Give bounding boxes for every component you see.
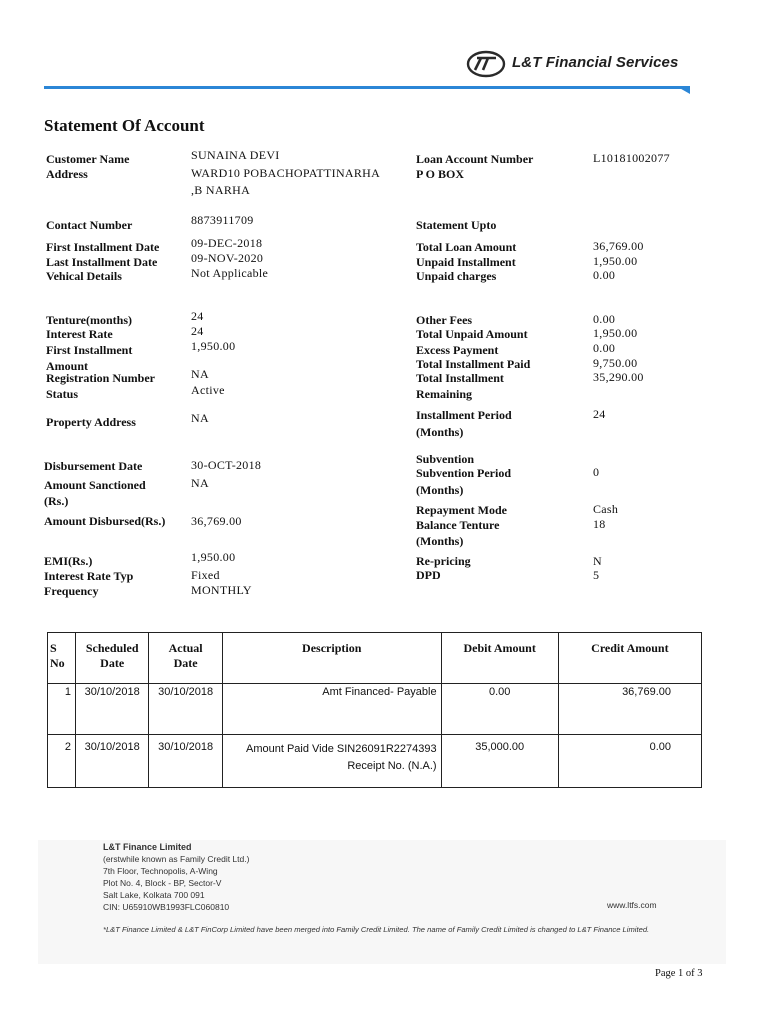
total-installment-paid-value: 9,750.00 (593, 356, 638, 370)
header-scheduled-1: Scheduled (85, 641, 139, 655)
repayment-mode-value: Cash (593, 502, 619, 516)
property-address-value: NA (191, 411, 209, 425)
frequency-label: Frequency (44, 584, 99, 598)
first-installment-amount-value: 1,950.00 (191, 339, 236, 353)
emi-value: 1,950.00 (191, 550, 236, 564)
footer-note: *L&T Finance Limited & L&T FinCorp Limited have been merged into Family Credit Limited. The name of Family Credit Limited is changed to L&T Finance Limited. (103, 925, 650, 934)
installment-period-value: 24 (593, 407, 606, 421)
tenture-value: 24 (191, 309, 204, 323)
address-label: Address (46, 167, 88, 181)
footer-line5: CIN: U65910WB1993FLC060810 (103, 902, 230, 912)
amount-disbursed-value: 36,769.00 (191, 514, 242, 528)
total-loan-label: Total Loan Amount (416, 240, 517, 254)
cell-description-line1: Amount Paid Vide SIN26091R2274393 (245, 743, 437, 755)
subvention-label: Subvention (416, 452, 475, 466)
total-installment-remaining-value: 35,290.00 (593, 370, 644, 384)
cell-scheduled: 30/10/2018 (75, 735, 148, 788)
tenture-label: Tenture(months) (46, 313, 133, 327)
interest-rate-value: 24 (191, 324, 204, 338)
unpaid-installment-value: 1,950.00 (593, 254, 638, 268)
disbursement-date-value: 30-OCT-2018 (191, 458, 262, 472)
footer-company: L&T Finance Limited (103, 842, 192, 852)
customer-name-label: Customer Name (46, 152, 130, 166)
loan-account-label: Loan Account Number (416, 152, 534, 166)
property-address-label: Property Address (46, 415, 136, 429)
header-credit: Credit Amount (558, 633, 701, 684)
cell-credit: 36,769.00 (558, 684, 701, 735)
installment-period-label-2: (Months) (416, 425, 464, 439)
footer-website[interactable]: www.ltfs.com (607, 900, 657, 910)
header-actual-date (149, 633, 222, 684)
total-unpaid-label: Total Unpaid Amount (416, 327, 528, 341)
interest-rate-label: Interest Rate (46, 327, 113, 341)
vehical-details-value: Not Applicable (191, 266, 269, 280)
lt-logo-icon (466, 50, 506, 83)
amount-sanctioned-label-2: (Rs.) (44, 494, 69, 508)
total-installment-remaining-label-1: Total Installment (416, 371, 504, 385)
unpaid-installment-label: Unpaid Installment (416, 255, 516, 269)
subvention-period-value: 0 (593, 465, 600, 479)
page-title: Statement Of Account (44, 116, 205, 135)
cell-description-line2: Receipt No. (N.A.) (347, 760, 437, 772)
excess-payment-label: Excess Payment (416, 343, 499, 357)
customer-name-value: SUNAINA DEVI (191, 148, 280, 162)
repricing-value: N (593, 554, 602, 568)
disbursement-date-label: Disbursement Date (44, 459, 143, 473)
contact-label: Contact Number (46, 218, 133, 232)
total-unpaid-value: 1,950.00 (593, 326, 638, 340)
amount-sanctioned-label-1: Amount Sanctioned (44, 478, 146, 492)
frequency-value: MONTHLY (191, 583, 252, 597)
cell-actual: 30/10/2018 (149, 735, 222, 788)
footer-line1: (erstwhile known as Family Credit Ltd.) (103, 854, 250, 864)
cell-description (222, 684, 441, 735)
loan-account-value: L10181002077 (593, 151, 670, 165)
first-installment-amount-label-2: Amount (46, 359, 89, 373)
last-installment-date-value: 09-NOV-2020 (191, 251, 264, 265)
vehical-details-label: Vehical Details (46, 269, 122, 283)
status-value: Active (191, 383, 225, 397)
address-line1: WARD10 POBACHOPATTINARHA (191, 166, 381, 180)
cell-debit: 0.00 (441, 684, 558, 735)
emi-label: EMI(Rs.) (44, 554, 93, 568)
interest-rate-type-value: Fixed (191, 568, 220, 582)
header-actual-2: Date (173, 656, 198, 670)
total-installment-remaining-label-2: Remaining (416, 387, 473, 401)
header-divider (44, 86, 690, 89)
balance-tenture-value: 18 (593, 517, 606, 531)
statement-upto-label: Statement Upto (416, 218, 497, 232)
brand-name: L&T Financial Services (512, 54, 679, 71)
installment-period-label-1: Installment Period (416, 408, 512, 422)
header-scheduled-date (75, 633, 148, 684)
repricing-label: Re-pricing (416, 554, 471, 568)
amount-disbursed-label: Amount Disbursed(Rs.) (44, 514, 166, 528)
footer-line3: Plot No. 4, Block - BP, Sector-V (103, 878, 222, 888)
registration-value: NA (191, 367, 209, 381)
transactions-table (47, 632, 702, 788)
status-label: Status (46, 387, 79, 401)
cell-credit: 0.00 (558, 735, 701, 788)
dpd-value: 5 (593, 568, 600, 582)
registration-label: Registration Number (46, 371, 155, 385)
cell-sno: 2 (48, 735, 76, 788)
interest-rate-type-label: Interest Rate Typ (44, 569, 134, 583)
total-installment-paid-label: Total Installment Paid (416, 357, 531, 371)
cell-sno: 1 (48, 684, 76, 735)
first-installment-date-label: First Installment Date (46, 240, 160, 254)
header-sno: S No (48, 633, 76, 684)
cell-scheduled: 30/10/2018 (75, 684, 148, 735)
po-box-label: P O BOX (416, 167, 465, 181)
cell-debit: 35,000.00 (441, 735, 558, 788)
unpaid-charges-value: 0.00 (593, 268, 616, 282)
last-installment-date-label: Last Installment Date (46, 255, 158, 269)
header-debit: Debit Amount (441, 633, 558, 684)
subvention-period-label-1: Subvention Period (416, 466, 512, 480)
address-line2: ,B NARHA (191, 183, 251, 197)
other-fees-label: Other Fees (416, 313, 473, 327)
first-installment-amount-label-1: First Installment (46, 343, 133, 357)
other-fees-value: 0.00 (593, 312, 616, 326)
first-installment-date-value: 09-DEC-2018 (191, 236, 263, 250)
subvention-period-label-2: (Months) (416, 483, 464, 497)
excess-payment-value: 0.00 (593, 341, 616, 355)
cell-description-line1: Amt Financed- Payable (322, 686, 437, 698)
unpaid-charges-label: Unpaid charges (416, 269, 497, 283)
balance-tenture-label-1: Balance Tenture (416, 518, 500, 532)
table-row (48, 684, 702, 735)
page-number: Page 1 of 3 (655, 968, 703, 979)
cell-description (222, 735, 441, 788)
amount-sanctioned-value: NA (191, 476, 209, 490)
dpd-label: DPD (416, 568, 441, 582)
repayment-mode-label: Repayment Mode (416, 503, 507, 517)
contact-value: 8873911709 (191, 213, 254, 227)
cell-actual: 30/10/2018 (149, 684, 222, 735)
table-header-row (48, 633, 702, 684)
header-scheduled-2: Date (100, 656, 125, 670)
footer-line4: Salt Lake, Kolkata 700 091 (103, 890, 205, 900)
footer-line2: 7th Floor, Technopolis, A-Wing (103, 866, 218, 876)
table-row (48, 735, 702, 788)
balance-tenture-label-2: (Months) (416, 534, 464, 548)
header-description: Description (222, 633, 441, 684)
header-actual-1: Actual (168, 641, 203, 655)
header-divider-tip (676, 86, 690, 94)
total-loan-value: 36,769.00 (593, 239, 644, 253)
